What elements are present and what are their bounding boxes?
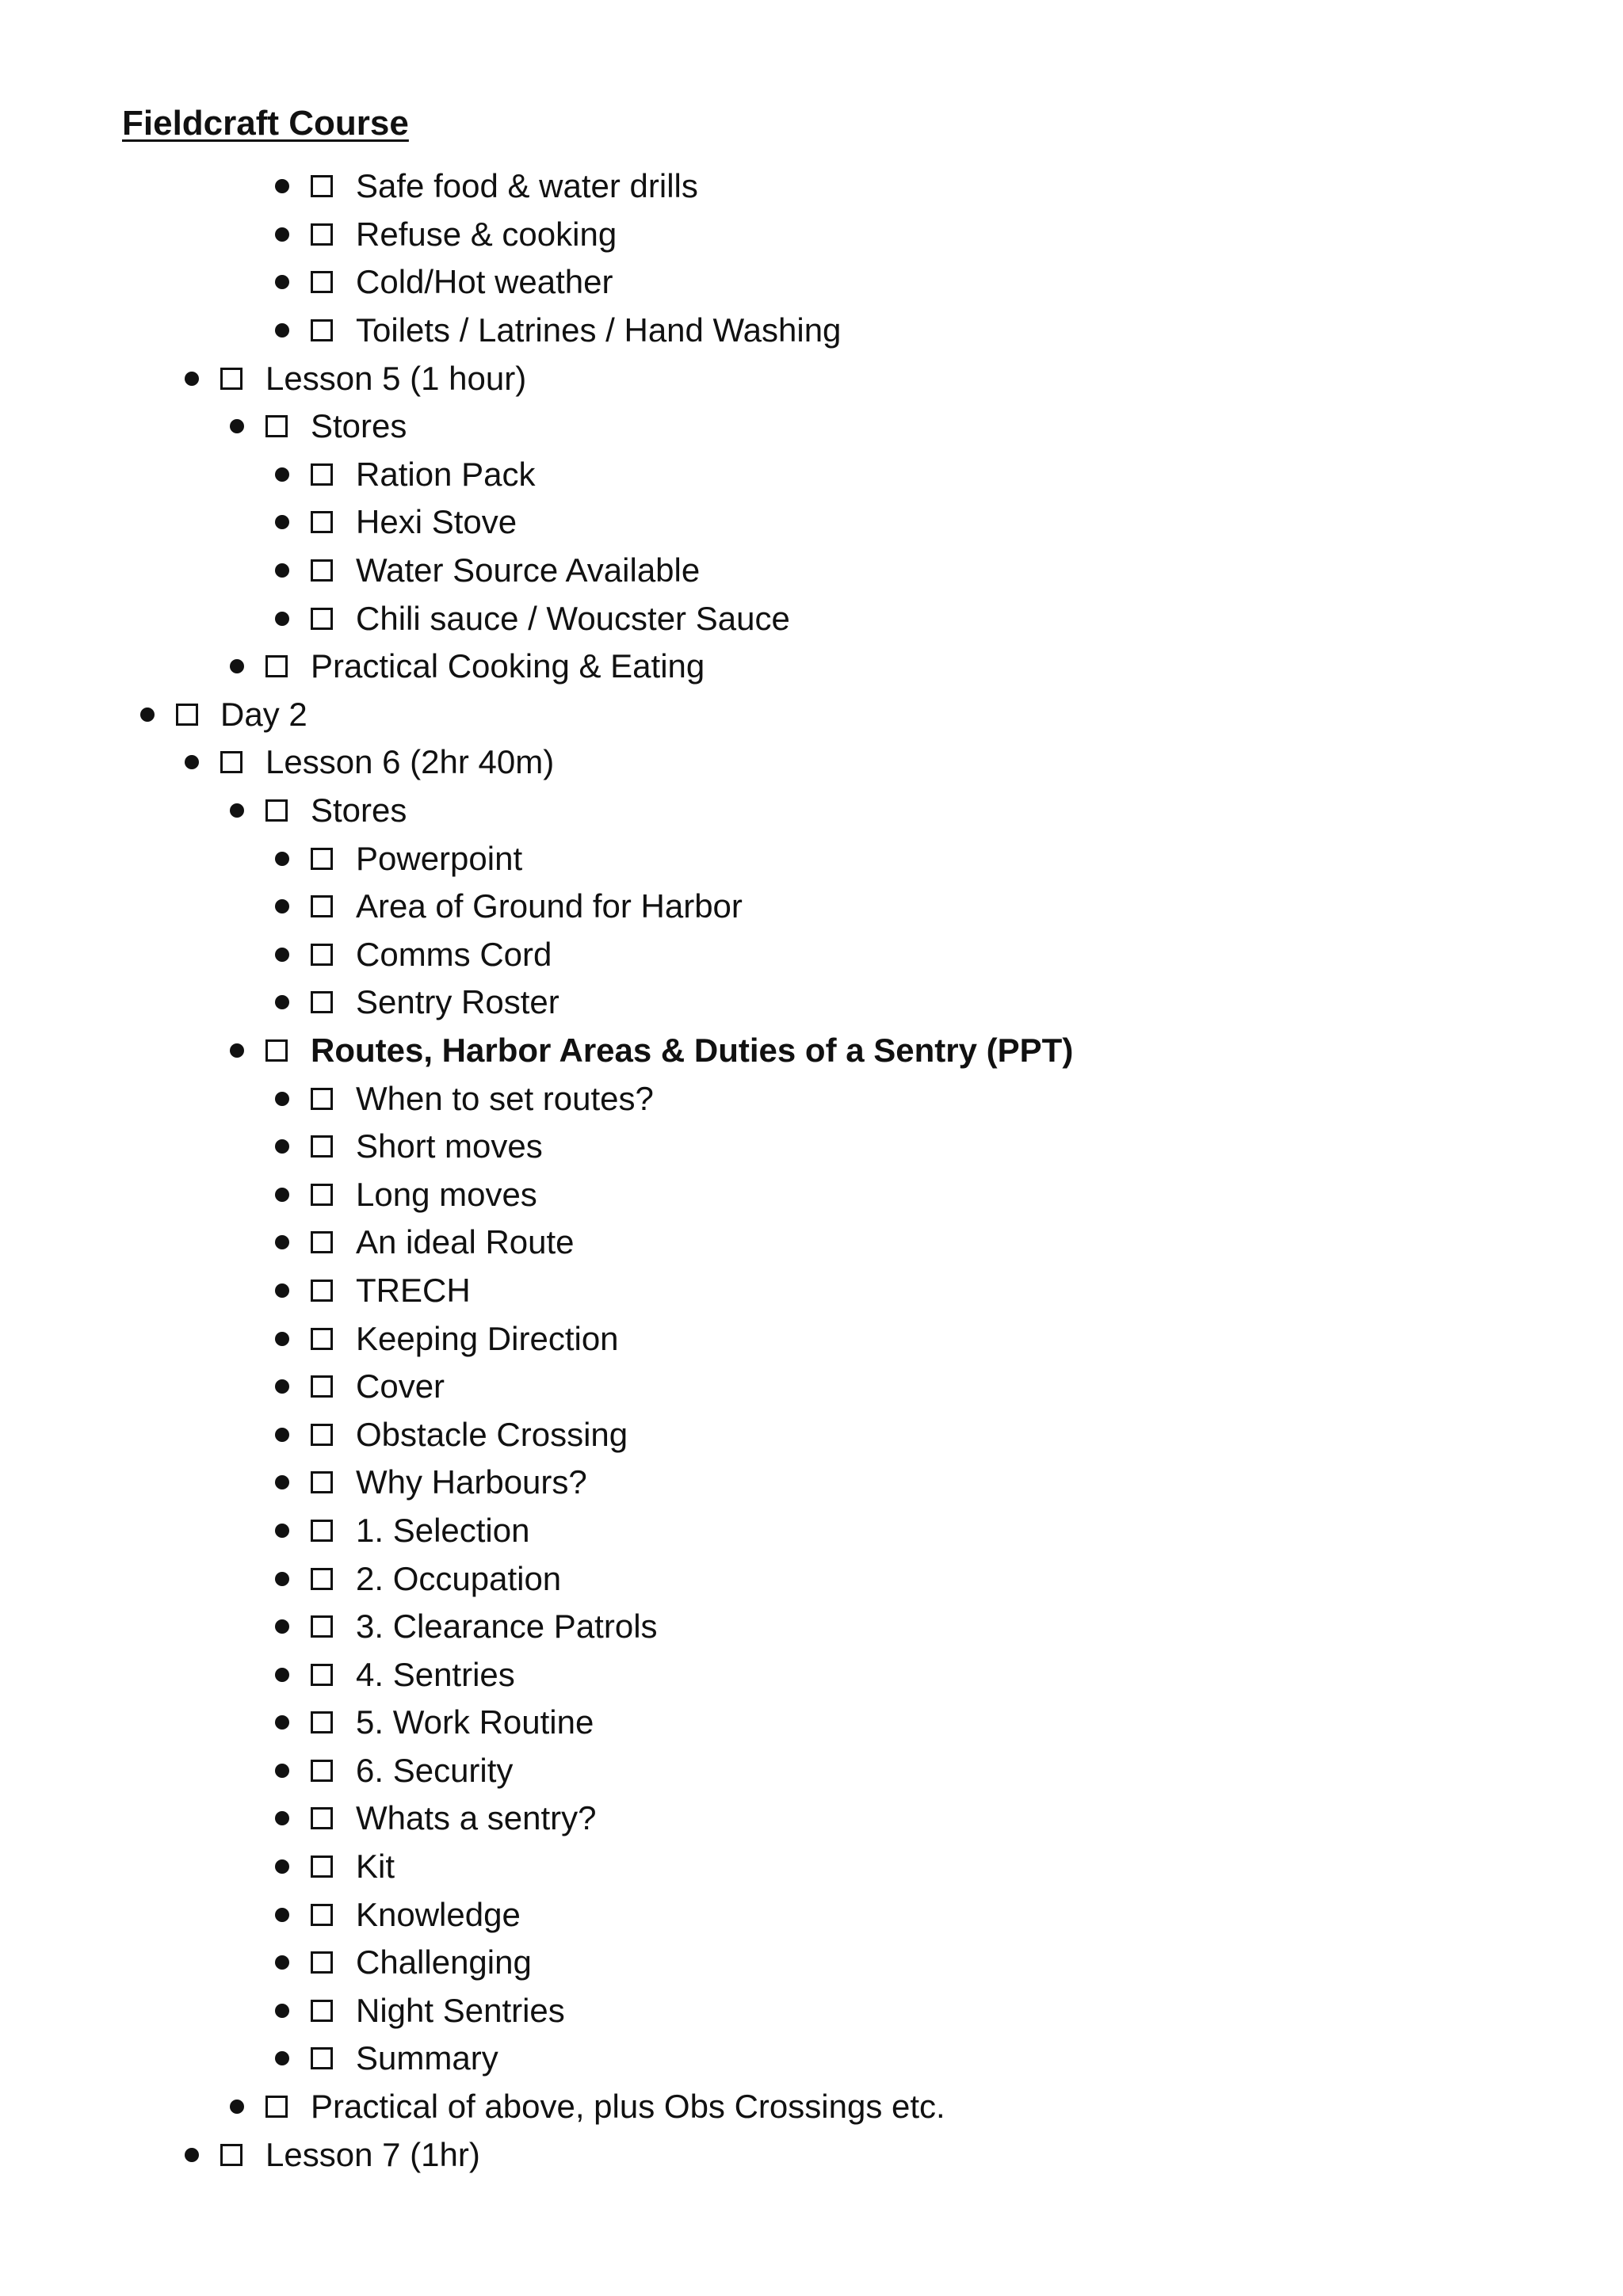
checklist-item-label: 2. Occupation bbox=[356, 1559, 562, 1597]
checkbox[interactable] bbox=[311, 1951, 333, 1974]
checkbox[interactable] bbox=[265, 799, 288, 822]
checkbox[interactable] bbox=[311, 1568, 333, 1590]
checklist-item-label: Summary bbox=[356, 2039, 498, 2077]
checkbox[interactable] bbox=[176, 704, 198, 726]
bullet-icon bbox=[275, 2004, 289, 2018]
checklist-item bbox=[0, 1410, 1623, 1459]
bullet-icon bbox=[275, 467, 289, 482]
checklist-item-label: 4. Sentries bbox=[356, 1655, 515, 1693]
checklist bbox=[0, 162, 1623, 2179]
bullet-icon bbox=[185, 755, 199, 769]
checklist-item bbox=[0, 1267, 1623, 1315]
bullet-icon bbox=[275, 227, 289, 242]
bullet-icon bbox=[275, 275, 289, 289]
checklist-item bbox=[0, 1699, 1623, 1747]
checkbox[interactable] bbox=[311, 1184, 333, 1206]
checklist-item bbox=[0, 354, 1623, 402]
checklist-item bbox=[0, 2130, 1623, 2179]
checklist-item bbox=[0, 2083, 1623, 2131]
checklist-item bbox=[0, 1219, 1623, 1267]
checklist-item bbox=[0, 594, 1623, 643]
checkbox[interactable] bbox=[311, 1855, 333, 1878]
checklist-item bbox=[0, 1027, 1623, 1075]
checklist-item bbox=[0, 738, 1623, 787]
bullet-icon bbox=[230, 803, 244, 818]
checklist-item-label: Challenging bbox=[356, 1943, 532, 1981]
checklist-item-label: Comms Cord bbox=[356, 935, 552, 973]
checklist-item-label: Lesson 5 (1 hour) bbox=[265, 359, 527, 397]
checkbox[interactable] bbox=[311, 1280, 333, 1302]
checkbox[interactable] bbox=[311, 1807, 333, 1829]
checklist-item-label: Cover bbox=[356, 1367, 445, 1405]
checklist-item-label: 6. Security bbox=[356, 1751, 514, 1789]
checkbox[interactable] bbox=[311, 1760, 333, 1782]
checkbox[interactable] bbox=[311, 1520, 333, 1542]
checkbox[interactable] bbox=[311, 1664, 333, 1686]
bullet-icon bbox=[275, 179, 289, 193]
bullet-icon bbox=[230, 2100, 244, 2114]
bullet-icon bbox=[275, 1668, 289, 1682]
checklist-item-label: 1. Selection bbox=[356, 1511, 530, 1549]
checklist-item-label: Ration Pack bbox=[356, 455, 536, 493]
bullet-icon bbox=[275, 1811, 289, 1825]
checkbox[interactable] bbox=[311, 895, 333, 917]
bullet-icon bbox=[275, 1715, 289, 1730]
bullet-icon bbox=[275, 1475, 289, 1489]
checkbox[interactable] bbox=[311, 175, 333, 197]
bullet-icon bbox=[275, 1188, 289, 1202]
checklist-item-label: Chili sauce / Woucster Sauce bbox=[356, 599, 790, 637]
checklist-item bbox=[0, 1794, 1623, 1843]
bullet-icon bbox=[185, 372, 199, 386]
checkbox[interactable] bbox=[311, 2000, 333, 2022]
checklist-item bbox=[0, 931, 1623, 979]
checklist-item-label: Night Sentries bbox=[356, 1991, 565, 2029]
bullet-icon bbox=[275, 1859, 289, 1874]
document-title: Fieldcraft Course bbox=[122, 104, 409, 143]
checkbox[interactable] bbox=[311, 1135, 333, 1158]
checkbox[interactable] bbox=[311, 319, 333, 341]
checklist-item-label: Stores bbox=[311, 407, 407, 445]
checklist-item bbox=[0, 1507, 1623, 1555]
checkbox[interactable] bbox=[311, 944, 333, 966]
bullet-icon bbox=[275, 1764, 289, 1778]
checklist-item-label: Whats a sentry? bbox=[356, 1799, 597, 1837]
checklist-item-label: Stores bbox=[311, 791, 407, 830]
checklist-item-label: Refuse & cooking bbox=[356, 215, 617, 253]
bullet-icon bbox=[185, 2148, 199, 2162]
checklist-item-label: Lesson 7 (1hr) bbox=[265, 2135, 480, 2173]
checkbox[interactable] bbox=[220, 2144, 242, 2166]
bullet-icon bbox=[140, 707, 155, 722]
bullet-icon bbox=[275, 1283, 289, 1298]
checklist-item bbox=[0, 978, 1623, 1027]
bullet-icon bbox=[230, 419, 244, 433]
bullet-icon bbox=[275, 1332, 289, 1346]
bullet-icon bbox=[275, 1524, 289, 1538]
checklist-item bbox=[0, 451, 1623, 499]
checkbox[interactable] bbox=[311, 1088, 333, 1110]
checkbox[interactable] bbox=[311, 1424, 333, 1446]
checkbox[interactable] bbox=[311, 463, 333, 486]
checklist-item-label: Cold/Hot weather bbox=[356, 263, 613, 301]
checklist-item bbox=[0, 834, 1623, 883]
checkbox[interactable] bbox=[311, 1328, 333, 1350]
checklist-item-label: Knowledge bbox=[356, 1895, 521, 1933]
checkbox[interactable] bbox=[311, 848, 333, 870]
bullet-icon bbox=[275, 852, 289, 866]
checklist-item bbox=[0, 883, 1623, 931]
bullet-icon bbox=[275, 899, 289, 913]
checklist-item-label: Short moves bbox=[356, 1127, 543, 1165]
checkbox[interactable] bbox=[220, 368, 242, 390]
checklist-item-label: Sentry Roster bbox=[356, 983, 559, 1021]
checklist-item bbox=[0, 1554, 1623, 1603]
checklist-item bbox=[0, 1939, 1623, 1987]
checklist-item-label: Hexi Stove bbox=[356, 503, 517, 541]
checklist-item bbox=[0, 1747, 1623, 1795]
checklist-item-label: Practical of above, plus Obs Crossings etc. bbox=[311, 2088, 945, 2126]
checklist-item bbox=[0, 1123, 1623, 1171]
checkbox[interactable] bbox=[265, 415, 288, 437]
checkbox[interactable] bbox=[265, 1039, 288, 1062]
checklist-item bbox=[0, 258, 1623, 307]
bullet-icon bbox=[275, 563, 289, 578]
checklist-item bbox=[0, 547, 1623, 595]
bullet-icon bbox=[230, 659, 244, 673]
checklist-item-label: Area of Ground for Harbor bbox=[356, 887, 743, 925]
checklist-item-label: Keeping Direction bbox=[356, 1319, 619, 1357]
checkbox[interactable] bbox=[311, 1375, 333, 1398]
checklist-item bbox=[0, 1459, 1623, 1507]
checklist-item-label: When to set routes? bbox=[356, 1079, 654, 1117]
checklist-item bbox=[0, 1650, 1623, 1699]
checklist-item-label: Kit bbox=[356, 1848, 395, 1886]
bullet-icon bbox=[275, 1428, 289, 1442]
checklist-item-label: Toilets / Latrines / Hand Washing bbox=[356, 311, 842, 349]
bullet-icon bbox=[275, 1379, 289, 1394]
checklist-item bbox=[0, 1314, 1623, 1363]
checkbox[interactable] bbox=[311, 1904, 333, 1926]
bullet-icon bbox=[275, 1619, 289, 1634]
checklist-item bbox=[0, 1890, 1623, 1939]
bullet-icon bbox=[275, 1139, 289, 1154]
checklist-item-label: Long moves bbox=[356, 1175, 537, 1213]
bullet-icon bbox=[275, 323, 289, 338]
checkbox[interactable] bbox=[265, 655, 288, 677]
checklist-item-label: Water Source Available bbox=[356, 551, 701, 589]
checklist-item bbox=[0, 1170, 1623, 1219]
checkbox[interactable] bbox=[311, 1231, 333, 1253]
checkbox[interactable] bbox=[311, 991, 333, 1013]
checkbox[interactable] bbox=[311, 1471, 333, 1493]
bullet-icon bbox=[275, 612, 289, 626]
checklist-item bbox=[0, 1603, 1623, 1651]
checkbox[interactable] bbox=[311, 1711, 333, 1733]
checkbox[interactable] bbox=[311, 1615, 333, 1638]
checklist-item bbox=[0, 787, 1623, 835]
checkbox[interactable] bbox=[311, 2047, 333, 2069]
checkbox[interactable] bbox=[311, 511, 333, 533]
checklist-item bbox=[0, 402, 1623, 451]
checklist-item-label: Safe food & water drills bbox=[356, 167, 698, 205]
checklist-item-label: TRECH bbox=[356, 1271, 471, 1309]
bullet-icon bbox=[275, 995, 289, 1009]
checkbox[interactable] bbox=[220, 751, 242, 773]
checkbox[interactable] bbox=[265, 2096, 288, 2118]
bullet-icon bbox=[275, 1235, 289, 1249]
checklist-item-label: Why Harbours? bbox=[356, 1463, 587, 1501]
checklist-item-label: An ideal Route bbox=[356, 1223, 575, 1261]
checklist-item bbox=[0, 307, 1623, 355]
checklist-item-label: 3. Clearance Patrols bbox=[356, 1608, 658, 1646]
checklist-item bbox=[0, 1843, 1623, 1891]
checklist-item bbox=[0, 691, 1623, 739]
bullet-icon bbox=[230, 1043, 244, 1058]
bullet-icon bbox=[275, 1955, 289, 1970]
bullet-icon bbox=[275, 1092, 289, 1106]
checkbox[interactable] bbox=[311, 608, 333, 630]
bullet-icon bbox=[275, 1572, 289, 1586]
checklist-item-label: Practical Cooking & Eating bbox=[311, 647, 705, 685]
bullet-icon bbox=[275, 948, 289, 962]
bullet-icon bbox=[275, 515, 289, 529]
bullet-icon bbox=[275, 2051, 289, 2065]
checkbox[interactable] bbox=[311, 223, 333, 246]
checklist-item bbox=[0, 1074, 1623, 1123]
checklist-item-label: 5. Work Routine bbox=[356, 1703, 594, 1741]
checklist-item-label: Lesson 6 (2hr 40m) bbox=[265, 743, 555, 781]
checklist-item bbox=[0, 162, 1623, 211]
checklist-item bbox=[0, 2035, 1623, 2083]
checklist-item-label: Powerpoint bbox=[356, 839, 523, 877]
checklist-item bbox=[0, 211, 1623, 259]
checklist-item-label: Routes, Harbor Areas & Duties of a Sentry (PPT) bbox=[311, 1031, 1074, 1069]
checkbox[interactable] bbox=[311, 271, 333, 293]
checklist-item bbox=[0, 498, 1623, 547]
bullet-icon bbox=[275, 1908, 289, 1922]
checklist-item-label: Obstacle Crossing bbox=[356, 1415, 628, 1453]
checklist-item bbox=[0, 1987, 1623, 2035]
checklist-item bbox=[0, 1363, 1623, 1411]
checklist-item-label: Day 2 bbox=[220, 695, 307, 733]
checklist-item bbox=[0, 643, 1623, 691]
checkbox[interactable] bbox=[311, 559, 333, 582]
